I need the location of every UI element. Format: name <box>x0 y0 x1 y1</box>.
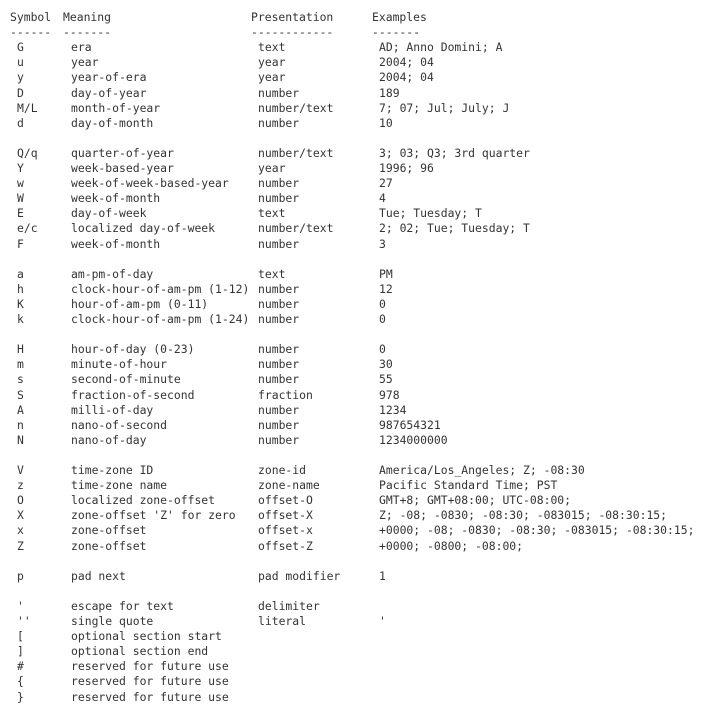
cell-symbol: k <box>17 312 24 326</box>
table-row <box>0 267 709 282</box>
cell-symbol: a <box>17 266 24 281</box>
cell-presentation: number <box>258 236 300 251</box>
cell-meaning: localized zone-offset <box>71 493 216 508</box>
cell-presentation: fraction <box>258 387 313 402</box>
cell-presentation: zone-name <box>258 478 320 493</box>
cell-symbol: V <box>17 463 24 477</box>
cell-meaning: nano-of-second <box>71 417 168 432</box>
table-row <box>0 357 709 372</box>
cell-symbol: # <box>17 659 24 674</box>
cell-meaning: minute-of-hour <box>71 357 168 372</box>
cell-presentation: number <box>258 176 300 191</box>
cell-presentation: zone-id <box>258 463 307 477</box>
cell-examples: +0000; -0800; -08:00; <box>379 538 524 553</box>
cell-symbol: Q/q <box>17 145 38 160</box>
cell-examples: 0 <box>379 296 386 311</box>
cell-meaning: year <box>71 55 99 70</box>
cell-examples: AD; Anno Domini; A <box>379 40 503 55</box>
cell-examples: 978 <box>379 387 400 402</box>
table-row <box>0 146 709 161</box>
cell-examples: 12 <box>379 281 393 296</box>
header-presentation: Presentation <box>251 10 334 24</box>
cell-meaning: reserved for future use <box>71 674 229 689</box>
cell-symbol: s <box>17 372 24 387</box>
cell-examples: PM <box>379 266 393 281</box>
cell-presentation: number <box>258 372 300 387</box>
cell-symbol: d <box>17 115 24 130</box>
cell-examples: GMT+8; GMT+08:00; UTC-08:00; <box>379 493 572 508</box>
table-row <box>0 191 709 206</box>
cell-examples: Tue; Tuesday; T <box>379 206 482 221</box>
cell-symbol: X <box>17 508 24 523</box>
table-row <box>0 70 709 85</box>
cell-presentation: year <box>258 161 286 175</box>
cell-presentation: number/text <box>258 100 334 115</box>
cell-symbol: [ <box>17 629 24 644</box>
cell-presentation: text <box>258 206 286 221</box>
cell-symbol: ' <box>17 598 24 613</box>
cell-examples: 987654321 <box>379 417 441 432</box>
cell-meaning: day-of-month <box>71 115 154 130</box>
cell-meaning: zone-offset 'Z' for zero <box>71 508 236 523</box>
cell-examples: 0 <box>379 312 386 326</box>
cell-meaning: optional section start <box>71 629 222 644</box>
table-row <box>0 176 709 191</box>
cell-meaning: time-zone ID <box>71 463 154 477</box>
table-row <box>0 55 709 70</box>
cell-symbol: G <box>17 40 24 55</box>
cell-symbol: y <box>17 70 24 85</box>
cell-meaning: clock-hour-of-am-pm (1-12) <box>71 281 250 296</box>
cell-examples: +0000; -08; -0830; -08:30; -083015; -08:30:15; <box>379 523 695 538</box>
cell-meaning: quarter-of-year <box>71 145 174 160</box>
cell-examples: 2004; 04 <box>379 70 434 85</box>
table-row <box>0 388 709 403</box>
cell-meaning: week-of-week-based-year <box>71 176 229 191</box>
table-row <box>0 463 709 478</box>
cell-symbol: K <box>17 296 24 311</box>
cell-meaning: clock-hour-of-am-pm (1-24) <box>71 312 250 326</box>
header-examples: Examples <box>372 10 427 24</box>
cell-meaning: optional section end <box>71 644 209 659</box>
cell-presentation: pad modifier <box>258 568 341 583</box>
table-row <box>0 86 709 101</box>
cell-meaning: fraction-of-second <box>71 387 195 402</box>
cell-examples: 3; 03; Q3; 3rd quarter <box>379 145 530 160</box>
cell-symbol: ] <box>17 644 24 659</box>
table-row <box>0 629 709 644</box>
cell-symbol: Y <box>17 161 24 175</box>
cell-meaning: hour-of-am-pm (0-11) <box>71 296 209 311</box>
cell-symbol: h <box>17 281 24 296</box>
cell-examples: 4 <box>379 191 386 206</box>
cell-meaning: week-of-month <box>71 236 161 251</box>
cell-presentation: offset-x <box>258 523 313 538</box>
table-row <box>0 418 709 433</box>
cell-presentation: number <box>258 432 300 447</box>
cell-meaning: hour-of-day (0-23) <box>71 342 195 357</box>
cell-meaning: escape for text <box>71 598 174 613</box>
cell-meaning: zone-offset <box>71 538 147 553</box>
cell-meaning: am-pm-of-day <box>71 266 154 281</box>
table-row <box>0 539 709 554</box>
cell-symbol: N <box>17 432 24 447</box>
cell-meaning: reserved for future use <box>71 659 229 674</box>
table-row <box>0 116 709 131</box>
cell-symbol: u <box>17 55 24 70</box>
cell-presentation: number <box>258 85 300 100</box>
table-row <box>0 659 709 674</box>
cell-meaning: single quote <box>71 614 154 628</box>
cell-examples: 10 <box>379 115 393 130</box>
cell-meaning: reserved for future use <box>71 689 229 704</box>
cell-examples: 7; 07; Jul; July; J <box>379 100 510 115</box>
cell-examples: America/Los_Angeles; Z; -08:30 <box>379 463 585 477</box>
table-row <box>0 237 709 252</box>
cell-examples: 27 <box>379 176 393 191</box>
underline-examples: ------- <box>372 25 421 40</box>
cell-symbol: x <box>17 523 24 538</box>
cell-meaning: second-of-minute <box>71 372 181 387</box>
table-header-row <box>0 10 709 25</box>
cell-symbol: H <box>17 342 24 357</box>
table-row <box>0 372 709 387</box>
cell-symbol: E <box>17 206 24 221</box>
table-row <box>0 478 709 493</box>
cell-meaning: zone-offset <box>71 523 147 538</box>
cell-presentation: number <box>258 417 300 432</box>
cell-presentation: year <box>258 55 286 70</box>
table-row <box>0 674 709 689</box>
cell-examples: 30 <box>379 357 393 372</box>
cell-presentation: number <box>258 312 300 326</box>
cell-symbol: '' <box>17 614 31 628</box>
cell-symbol: D <box>17 85 24 100</box>
cell-examples: 1996; 96 <box>379 161 434 175</box>
cell-presentation: number <box>258 281 300 296</box>
cell-symbol: S <box>17 387 24 402</box>
cell-presentation: number <box>258 357 300 372</box>
cell-presentation: delimiter <box>258 598 320 613</box>
cell-meaning: week-based-year <box>71 161 174 175</box>
table-row <box>0 614 709 629</box>
cell-examples: 3 <box>379 236 386 251</box>
cell-meaning: week-of-month <box>71 191 161 206</box>
table-row <box>0 644 709 659</box>
cell-presentation: number/text <box>258 221 334 236</box>
cell-symbol: p <box>17 568 24 583</box>
cell-examples: Z; -08; -0830; -08:30; -083015; -08:30:15; <box>379 508 668 523</box>
cell-symbol: w <box>17 176 24 191</box>
table-row <box>0 508 709 523</box>
underline-symbol: ------ <box>10 25 52 40</box>
cell-meaning: day-of-week <box>71 206 147 221</box>
cell-presentation: number <box>258 296 300 311</box>
header-meaning: Meaning <box>63 10 112 24</box>
table-row <box>0 161 709 176</box>
table-row <box>0 342 709 357</box>
cell-presentation: number <box>258 191 300 206</box>
cell-symbol: F <box>17 236 24 251</box>
cell-examples: 1 <box>379 568 386 583</box>
cell-examples: 0 <box>379 342 386 357</box>
underline-meaning: ------- <box>63 25 112 40</box>
cell-symbol: A <box>17 402 24 417</box>
cell-presentation: text <box>258 266 286 281</box>
cell-examples: 55 <box>379 372 393 387</box>
cell-symbol: m <box>17 357 24 372</box>
cell-examples: 2004; 04 <box>379 55 434 70</box>
cell-meaning: day-of-year <box>71 85 147 100</box>
cell-symbol: Z <box>17 538 24 553</box>
table-row <box>0 433 709 448</box>
table-row <box>0 599 709 614</box>
header-symbol: Symbol <box>10 10 52 24</box>
cell-symbol: W <box>17 191 24 206</box>
table-row <box>0 403 709 418</box>
table-row <box>0 101 709 116</box>
table-row <box>0 312 709 327</box>
table-row <box>0 690 709 705</box>
cell-presentation: year <box>258 70 286 85</box>
cell-meaning: time-zone name <box>71 478 168 493</box>
table-header-underline <box>0 25 709 40</box>
cell-symbol: n <box>17 417 24 432</box>
underline-presentation: ------------ <box>251 25 334 40</box>
cell-presentation: offset-X <box>258 508 313 523</box>
cell-symbol: e/c <box>17 221 38 236</box>
cell-examples: Pacific Standard Time; PST <box>379 478 558 493</box>
table-row <box>0 493 709 508</box>
cell-examples: 1234000000 <box>379 432 448 447</box>
cell-presentation: number <box>258 342 300 357</box>
cell-meaning: milli-of-day <box>71 402 154 417</box>
table-row <box>0 569 709 584</box>
table-row <box>0 282 709 297</box>
cell-examples: 2; 02; Tue; Tuesday; T <box>379 221 530 236</box>
cell-presentation: literal <box>258 614 307 628</box>
table-row <box>0 297 709 312</box>
cell-symbol: } <box>17 689 24 704</box>
cell-symbol: M/L <box>17 100 38 115</box>
cell-symbol: z <box>17 478 24 493</box>
cell-meaning: localized day-of-week <box>71 221 216 236</box>
cell-examples: ' <box>379 614 386 628</box>
cell-meaning: month-of-year <box>71 100 161 115</box>
cell-symbol: { <box>17 674 24 689</box>
cell-meaning: year-of-era <box>71 70 147 85</box>
cell-presentation: text <box>258 40 286 55</box>
table-row <box>0 523 709 538</box>
cell-presentation: number/text <box>258 145 334 160</box>
cell-presentation: number <box>258 402 300 417</box>
table-row <box>0 221 709 236</box>
table-row <box>0 206 709 221</box>
cell-presentation: offset-O <box>258 493 313 508</box>
table-row <box>0 40 709 55</box>
cell-presentation: offset-Z <box>258 538 313 553</box>
cell-meaning: era <box>71 40 92 55</box>
cell-presentation: number <box>258 115 300 130</box>
cell-examples: 189 <box>379 85 400 100</box>
cell-meaning: pad next <box>71 568 126 583</box>
cell-symbol: O <box>17 493 24 508</box>
cell-meaning: nano-of-day <box>71 432 147 447</box>
cell-examples: 1234 <box>379 402 407 417</box>
